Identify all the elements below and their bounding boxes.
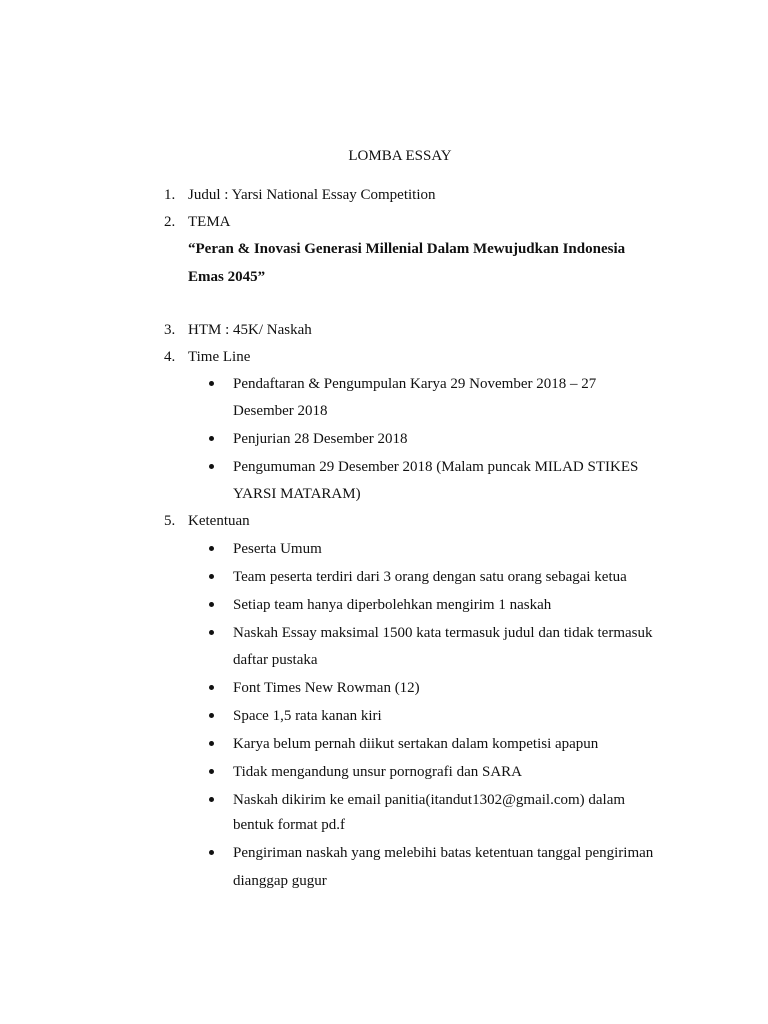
list-item: Peserta Umum xyxy=(233,541,322,557)
list-item: bentuk format pd.f xyxy=(233,817,346,833)
bullet-icon xyxy=(209,381,217,389)
list-item: Pengumuman 29 Desember 2018 (Malam puncak MILAD STIKES xyxy=(233,459,639,475)
list-item: Setiap team hanya diperbolehkan mengirim 1 naskah xyxy=(233,597,552,613)
bullet-icon xyxy=(209,797,217,805)
list-item: Naskah Essay maksimal 1500 kata termasuk judul dan tidak termasuk xyxy=(233,625,653,641)
bullet-icon xyxy=(209,464,217,472)
item-ketentuan: Ketentuan xyxy=(188,513,250,529)
item-tema: TEMA xyxy=(188,214,231,230)
bullet-icon xyxy=(209,685,217,693)
document-title: LOMBA ESSAY xyxy=(348,148,452,164)
list-item: Team peserta terdiri dari 3 orang dengan satu orang sebagai ketua xyxy=(233,569,627,585)
list-item: dianggap gugur xyxy=(233,873,327,889)
bullet-icon xyxy=(209,741,217,749)
list-item: Font Times New Rowman (12) xyxy=(233,680,420,696)
item-number: 4. xyxy=(164,349,176,365)
item-number: 3. xyxy=(164,322,176,338)
list-item: Karya belum pernah diikut sertakan dalam kompetisi apapun xyxy=(233,736,599,752)
bullet-icon xyxy=(209,850,217,858)
list-item: Naskah dikirim ke email panitia(itandut1302@gmail.com) dalam xyxy=(233,792,626,808)
list-item: Penjurian 28 Desember 2018 xyxy=(233,431,408,447)
item-judul: Judul : Yarsi National Essay Competition xyxy=(188,187,436,203)
bullet-icon xyxy=(209,769,217,777)
item-number: 1. xyxy=(164,187,176,203)
list-item: Tidak mengandung unsur pornografi dan SARA xyxy=(233,764,523,780)
item-timeline: Time Line xyxy=(188,349,251,365)
bullet-icon xyxy=(209,602,217,610)
item-number: 2. xyxy=(164,214,176,230)
bullet-icon xyxy=(209,546,217,554)
list-item: daftar pustaka xyxy=(233,652,318,668)
theme-text: Emas 2045” xyxy=(188,269,266,285)
item-number: 5. xyxy=(164,513,176,529)
bullet-icon xyxy=(209,713,217,721)
item-htm: HTM : 45K/ Naskah xyxy=(188,322,312,338)
list-item: YARSI MATARAM) xyxy=(233,486,361,502)
list-item: Space 1,5 rata kanan kiri xyxy=(233,708,382,724)
list-item: Pengiriman naskah yang melebihi batas ketentuan tanggal pengiriman xyxy=(233,845,654,861)
theme-text: “Peran & Inovasi Generasi Millenial Dalam Mewujudkan Indonesia xyxy=(188,241,626,257)
list-item: Desember 2018 xyxy=(233,403,328,419)
bullet-icon xyxy=(209,574,217,582)
list-item: Pendaftaran & Pengumpulan Karya 29 November 2018 – 27 xyxy=(233,376,597,392)
bullet-icon xyxy=(209,436,217,444)
bullet-icon xyxy=(209,630,217,638)
